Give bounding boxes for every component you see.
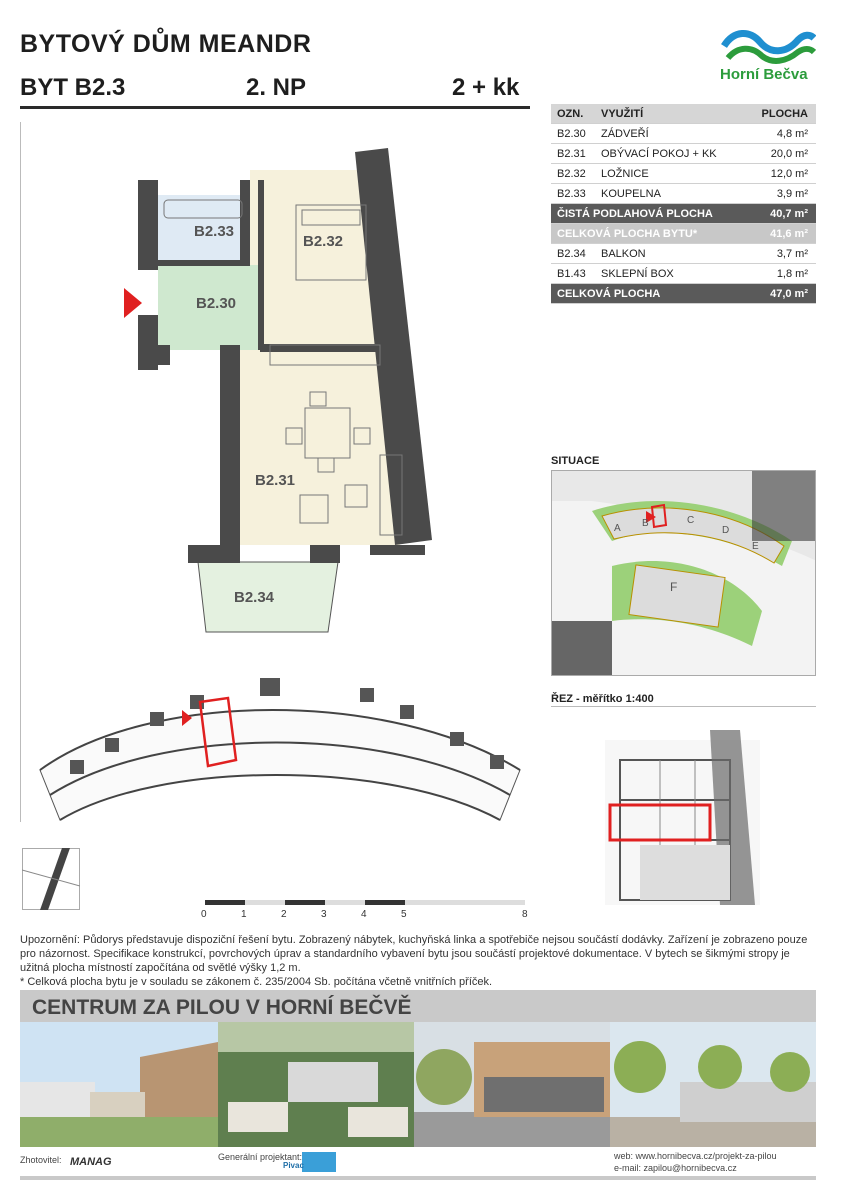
table-row (551, 264, 816, 284)
cell-plocha: 1,8 m² (776, 267, 808, 280)
floor-label: 2. NP (246, 74, 307, 101)
cell-vyuziti: KOUPELNA (601, 187, 661, 200)
render-photo-2 (218, 1022, 414, 1147)
cell-plocha: 20,0 m² (770, 147, 808, 160)
designer-logo: Pivac (283, 1161, 304, 1170)
table-row (551, 124, 816, 144)
disclaimer-note (20, 933, 810, 989)
rez-divider (551, 706, 816, 707)
cell-label: CELKOVÁ PLOCHA BYTU* (557, 227, 698, 240)
scale-tick: 0 (201, 909, 207, 920)
block-label: D (722, 525, 730, 536)
designer-label: Generální projektant: (218, 1152, 303, 1162)
section-drawing (600, 720, 770, 910)
cell-label: ČISTÁ PODLAHOVÁ PLOCHA (557, 207, 713, 220)
scale-tick: 5 (401, 909, 407, 920)
cell-label: CELKOVÁ PLOCHA (557, 287, 661, 300)
table-row (551, 244, 816, 264)
cell-ozn: B2.32 (557, 167, 586, 180)
footer-bar (20, 1176, 816, 1180)
scale-bar (200, 898, 530, 908)
scale-tick: 1 (241, 909, 247, 920)
north-arrow-icon (22, 848, 80, 910)
cell-plocha: 4,8 m² (776, 127, 808, 140)
cell-plocha: 47,0 m² (770, 287, 808, 300)
neighbor-building (552, 621, 612, 676)
cell-ozn: B2.33 (557, 187, 586, 200)
table-row (551, 184, 816, 204)
banner-title: CENTRUM ZA PILOU V HORNÍ BEČVĚ (32, 996, 412, 1019)
cell-vyuziti: BALKON (601, 247, 646, 260)
note-footnote: * Celková plocha bytu je v souladu se zákonem č. 235/2004 Sb. počítána včetně vnitřních příček. (20, 976, 493, 988)
cell-ozn: B1.43 (557, 267, 586, 280)
floor-plan (110, 140, 450, 640)
rez-label: ŘEZ - měřítko 1:400 (551, 693, 654, 705)
entrance-marker-icon (124, 288, 142, 318)
logo-text: Horní Bečva (720, 66, 808, 83)
table-row-total-unit (551, 224, 816, 244)
neighbor-building (752, 471, 816, 541)
block-label: F (670, 580, 678, 594)
col-plocha: PLOCHA (761, 107, 808, 120)
block-label: E (752, 541, 759, 552)
email-link[interactable]: e-mail: zapilou@hornibecva.cz (614, 1163, 737, 1173)
cell-ozn: B2.31 (557, 147, 586, 160)
block-label: B (642, 518, 649, 529)
layout-label: 2 + kk (452, 74, 520, 101)
unit-label: BYT B2.3 (20, 74, 126, 101)
frame-line (20, 122, 21, 822)
logo-waves-icon (720, 26, 816, 66)
contractor-logo: MANAG (70, 1156, 112, 1168)
cell-ozn: B2.30 (557, 127, 586, 140)
cell-plocha: 3,7 m² (776, 247, 808, 260)
header-divider (20, 106, 530, 109)
cell-plocha: 3,9 m² (776, 187, 808, 200)
cell-ozn: B2.34 (557, 247, 586, 260)
scale-tick: 8 (522, 909, 528, 920)
note-text: Upozornění: Půdorys představuje dispoziční řešení bytu. Zobrazený nábytek, kuchyňská linka a spotřebiče nejsou součástí dodávky. Zařízení je zobrazeno pouze pro názornost. Specifikace konstrukcí, povrchových úprav a standardního vybavení bytu jsou součástí projektové dokumentace. V bytech se šikmými stropy je užitná plocha místností započítána od světlé výšky 1,2 m. (20, 934, 808, 974)
room-living-fill (230, 350, 400, 545)
room-label-b231: B2.31 (255, 472, 296, 489)
scale-tick: 4 (361, 909, 367, 920)
table-row (551, 164, 816, 184)
cell-plocha: 40,7 m² (770, 207, 808, 220)
situace-label: SITUACE (551, 455, 600, 467)
render-photo-4 (610, 1022, 816, 1147)
site-plan (551, 470, 816, 676)
cell-vyuziti: ZÁDVEŘÍ (601, 127, 649, 140)
building-overview (30, 670, 530, 830)
cell-plocha: 41,6 m² (770, 227, 808, 240)
render-photo-1 (20, 1022, 218, 1147)
col-vyuziti: VYUŽITÍ (601, 107, 644, 120)
table-row-total-net (551, 204, 816, 224)
contractor-label: Zhotovitel: (20, 1155, 62, 1165)
table-row (551, 144, 816, 164)
room-label-b234: B2.34 (234, 589, 275, 606)
table-row-total (551, 284, 816, 304)
col-ozn: OZN. (557, 107, 584, 120)
web-link[interactable]: web: www.hornibecva.cz/projekt-za-pilou (614, 1151, 777, 1161)
cell-vyuziti: SKLEPNÍ BOX (601, 267, 674, 280)
room-label-b230: B2.30 (196, 295, 237, 312)
page-title: BYTOVÝ DŮM MEANDR (20, 30, 312, 58)
area-table (551, 104, 816, 304)
scale-tick: 3 (321, 909, 327, 920)
cell-vyuziti: OBÝVACÍ POKOJ + KK (601, 147, 717, 160)
cell-plocha: 12,0 m² (770, 167, 808, 180)
block-label: A (614, 523, 621, 534)
cell-vyuziti: LOŽNICE (601, 167, 649, 180)
block-label: C (687, 515, 695, 526)
render-photo-3 (414, 1022, 610, 1147)
designer-logo-box (302, 1152, 336, 1172)
room-label-b233: B2.33 (194, 223, 235, 240)
room-label-b232: B2.32 (303, 233, 344, 250)
table-header (551, 104, 816, 124)
scale-tick: 2 (281, 909, 287, 920)
